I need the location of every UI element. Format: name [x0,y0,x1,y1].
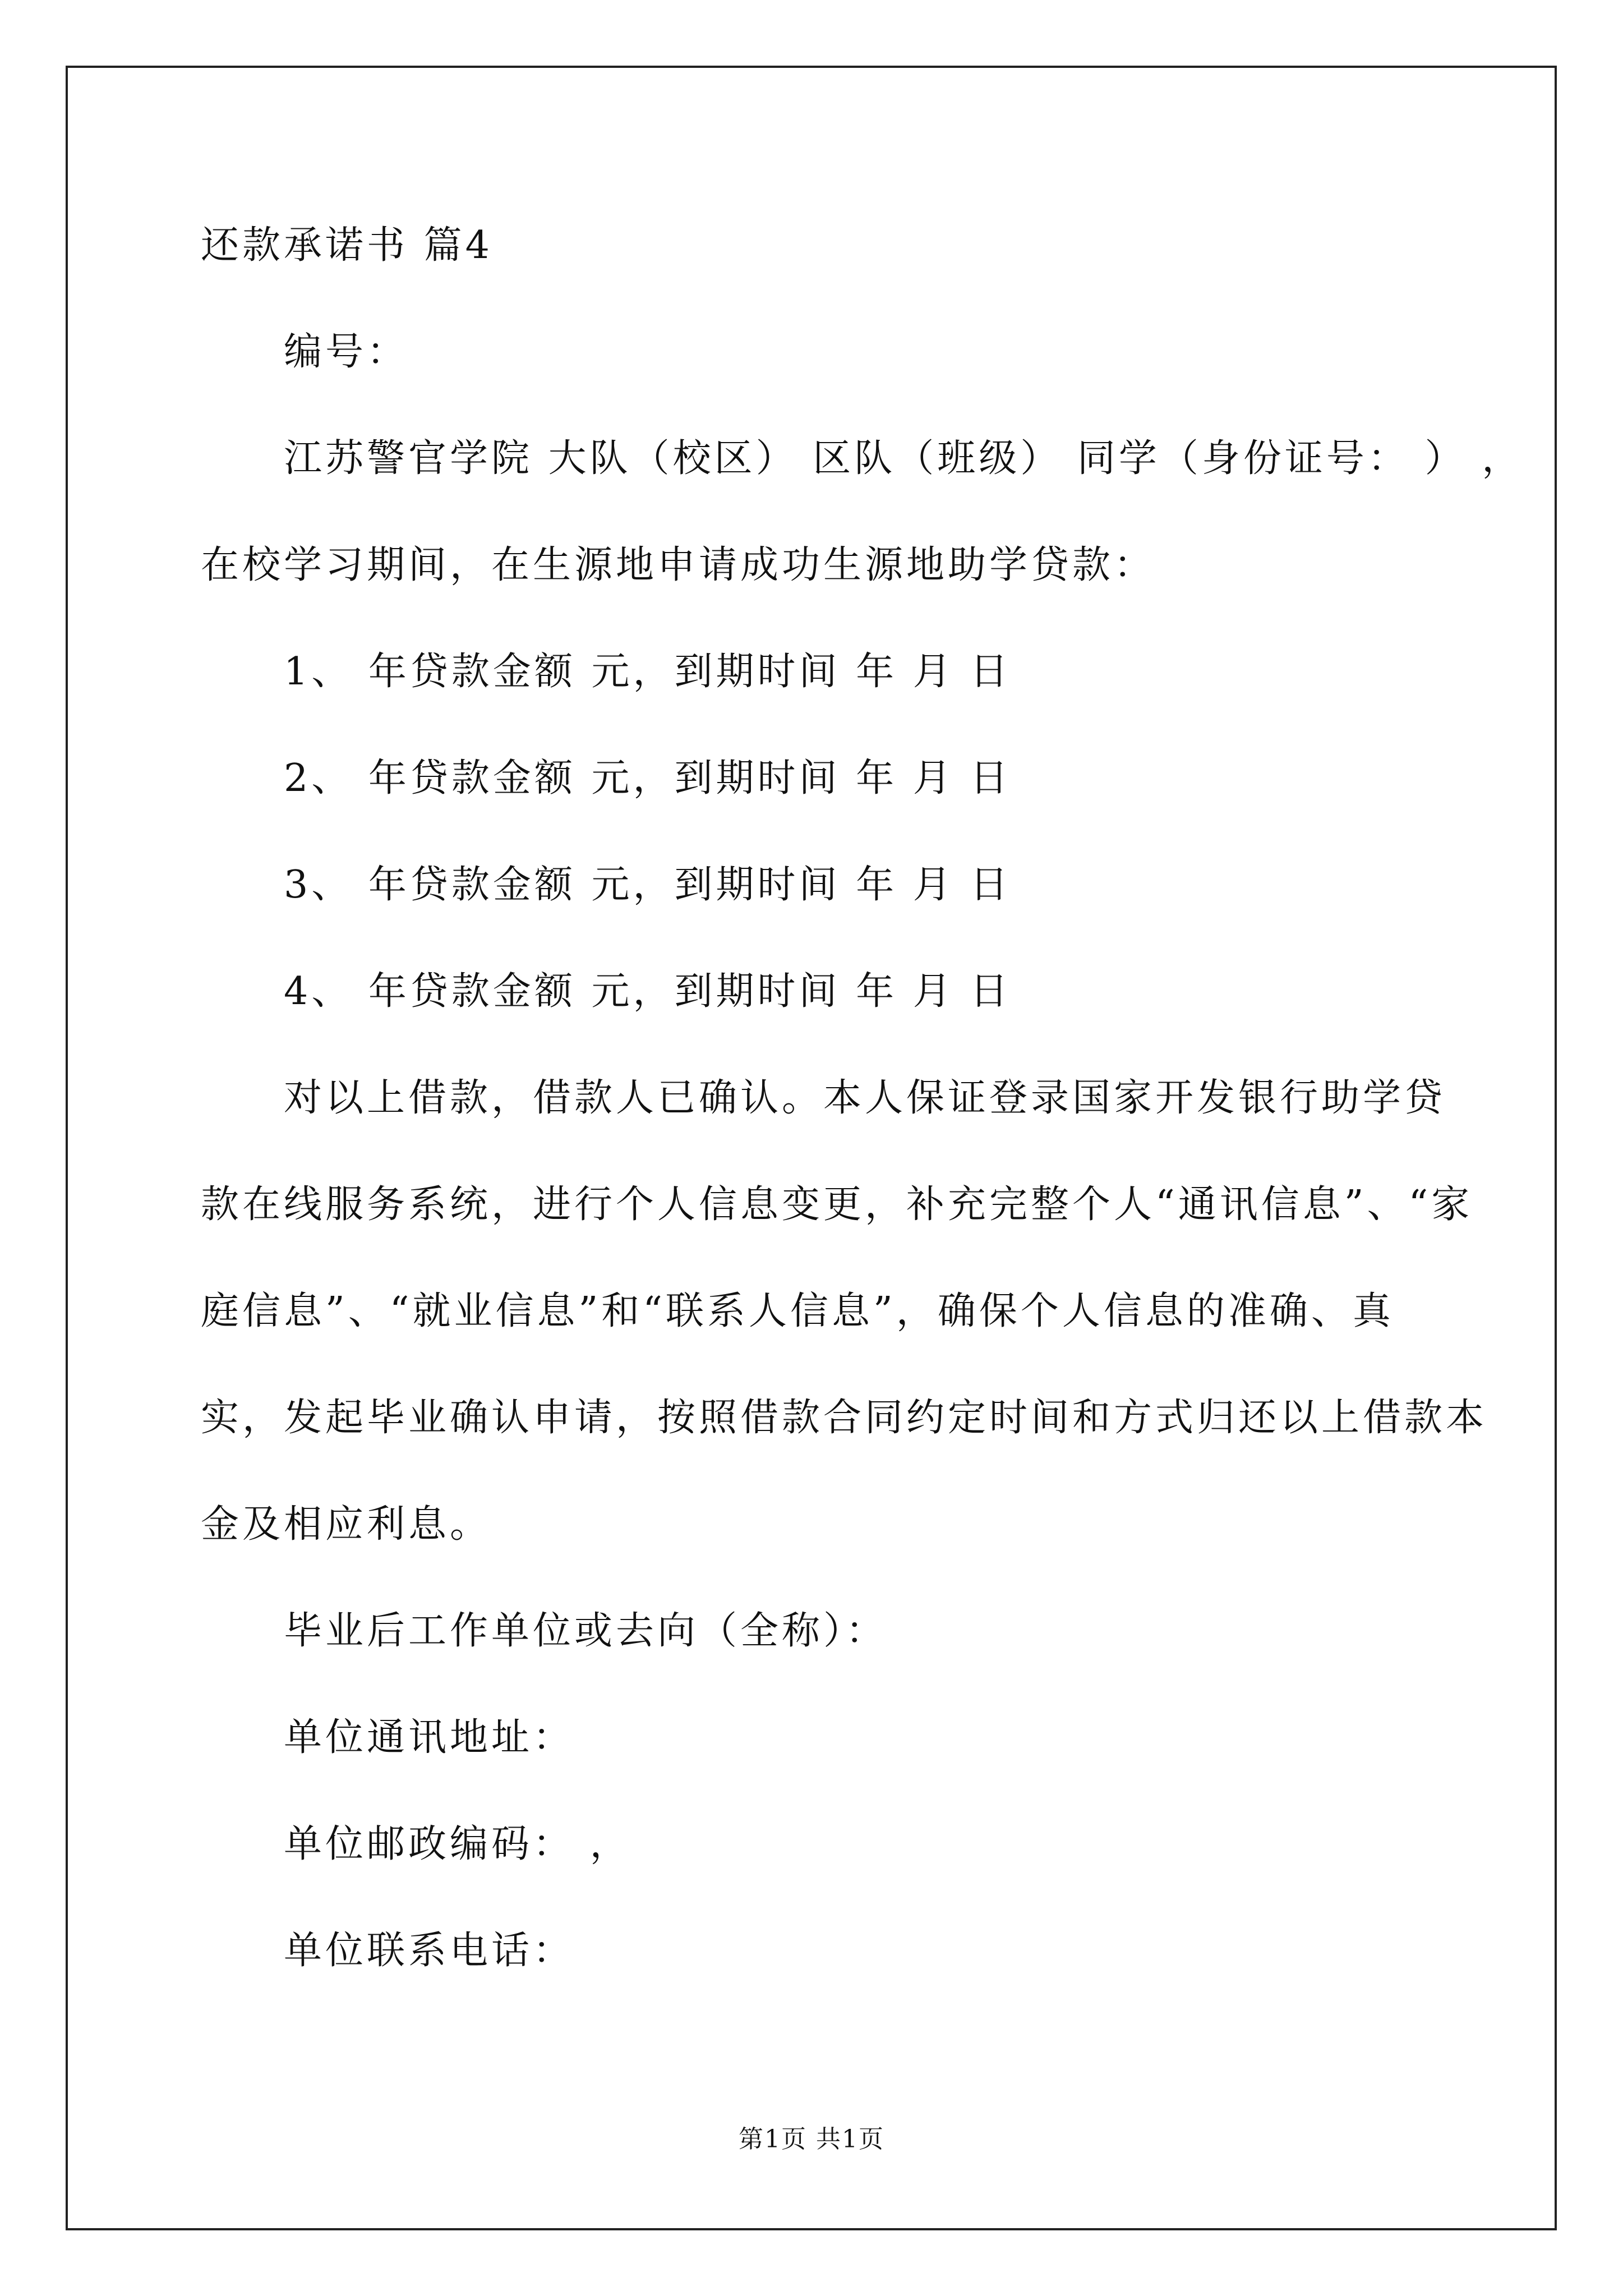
commitment-line-5: 金及相应利息。 [201,1502,492,1547]
postcode-label: 单位邮政编码： ， [284,1822,631,1866]
commitment-line-2: 款在线服务系统，进行个人信息变更，补充完整个人“通讯信息”、“家 [201,1182,1473,1227]
commitment-line-3: 庭信息”、“就业信息”和“联系人信息”，确保个人信息的准确、真 [201,1289,1394,1333]
page-number: 第1页 共1页 [739,2125,884,2154]
intro-line-1: 江苏警官学院 大队（校区） 区队（班级） 同学（身份证号： ） ， [284,436,1524,481]
phone-label: 单位联系电话： [284,1929,575,1973]
loan-item-4: 4、 年贷款金额 元，到期时间 年 月 日 [284,969,1012,1014]
loan-item-1: 1、 年贷款金额 元，到期时间 年 月 日 [284,650,1012,694]
loan-item-2: 2、 年贷款金额 元，到期时间 年 月 日 [284,756,1012,800]
intro-line-2: 在校学习期间，在生源地申请成功生源地助学贷款： [201,543,1156,587]
address-label: 单位通讯地址： [284,1715,575,1760]
document-body [201,219,1524,1978]
employer-label: 毕业后工作单位或去向（全称）： [284,1609,888,1653]
document-title: 还款承诺书 篇4 [201,223,493,268]
commitment-line-4: 实，发起毕业确认申请，按照借款合同约定时间和方式归还以上借款本 [201,1396,1488,1440]
number-label: 编号： [284,330,409,374]
loan-item-3: 3、 年贷款金额 元，到期时间 年 月 日 [284,863,1012,907]
commitment-line-1: 对以上借款，借款人已确认。本人保证登录国家开发银行助学贷 [284,1076,1446,1120]
